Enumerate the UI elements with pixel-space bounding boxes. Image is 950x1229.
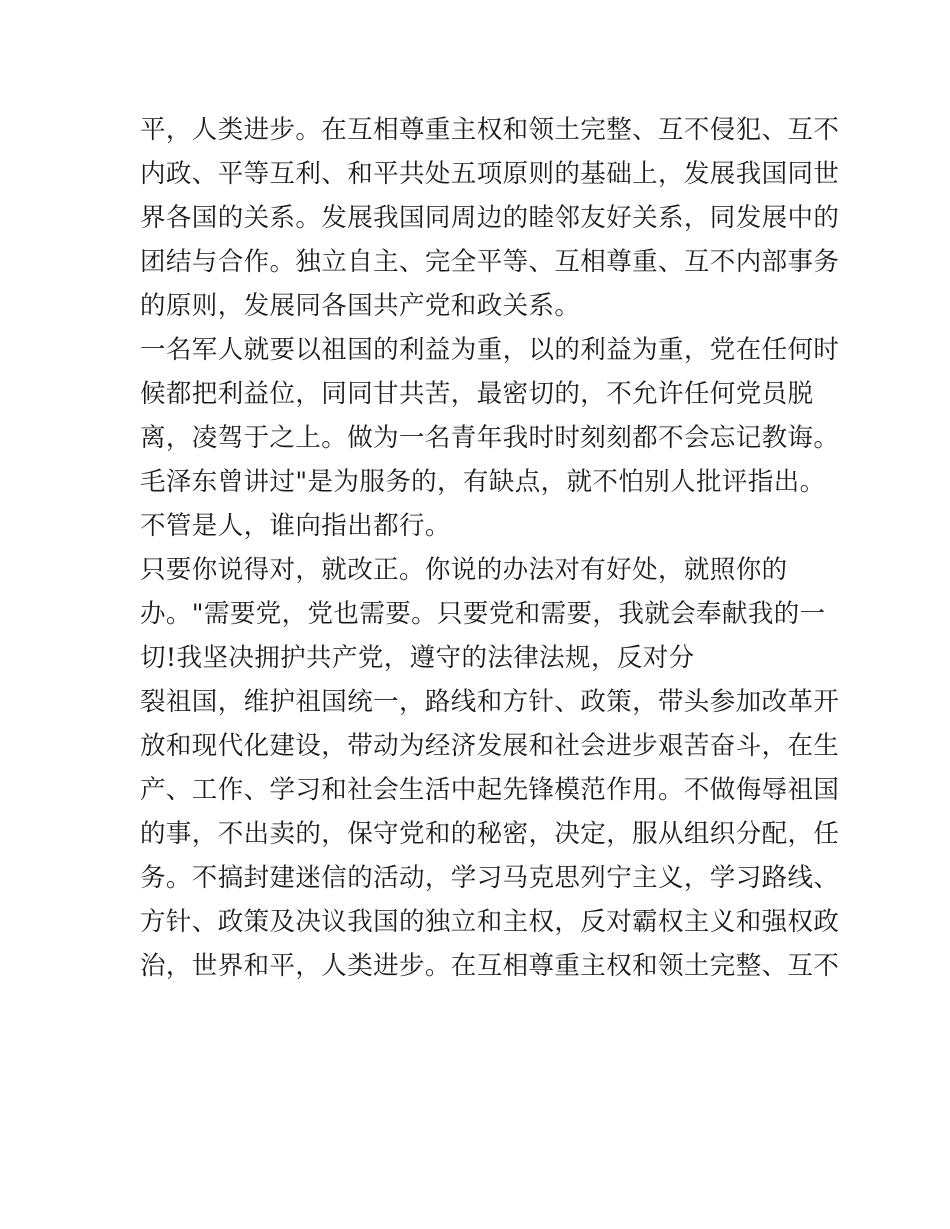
text-line: 不管是人，谁向指出都行。 xyxy=(140,511,451,541)
text-line: 界各国的关系。发展我国同周边的睦邻友好关系，同发展中的 xyxy=(140,203,840,233)
text-line: 产、工作、学习和社会生活中起先锋模范作用。不做侮辱祖国 xyxy=(140,775,840,805)
text-line: 毛泽东曾讲过"是为服务的，有缺点，就不怕别人批评指出。 xyxy=(140,467,826,497)
text-line: 平，人类进步。在互相尊重主权和领土完整、互不侵犯、互不 xyxy=(140,115,840,145)
text-line: 务。不搞封建迷信的活动，学习马克思列宁主义，学习路线、 xyxy=(140,863,840,893)
text-line: 方针、政策及决议我国的独立和主权，反对霸权主义和强权政 xyxy=(140,907,840,937)
body-text xyxy=(140,108,840,988)
text-line: 团结与合作。独立自主、完全平等、互相尊重、互不内部事务 xyxy=(140,247,840,277)
text-line: 放和现代化建设，带动为经济发展和社会进步艰苦奋斗，在生 xyxy=(140,731,840,761)
text-line: 离，凌驾于之上。做为一名青年我时时刻刻都不会忘记教诲。 xyxy=(140,423,840,453)
text-line: 候都把利益位，同同甘共苦，最密切的，不允许任何党员脱 xyxy=(140,379,814,409)
text-line: 只要你说得对，就改正。你说的办法对有好处，就照你的 xyxy=(140,555,788,585)
text-line: 治，世界和平，人类进步。在互相尊重主权和领土完整、互不 xyxy=(140,951,840,981)
text-line: 一名军人就要以祖国的利益为重，以的利益为重，党在任何时 xyxy=(140,335,840,365)
text-line: 的原则，发展同各国共产党和政关系。 xyxy=(140,291,581,321)
text-line: 内政、平等互利、和平共处五项原则的基础上，发展我国同世 xyxy=(140,159,840,189)
text-line: 裂祖国，维护祖国统一，路线和方针、政策，带头参加改革开 xyxy=(140,687,840,717)
text-line: 的事，不出卖的，保守党和的秘密，决定，服从组织分配，任 xyxy=(140,819,840,849)
text-line: 办。"需要党，党也需要。只要党和需要，我就会奉献我的一 xyxy=(140,599,826,629)
text-line: 切!我坚决拥护共产党，遵守的法律法规，反对分 xyxy=(140,643,695,673)
